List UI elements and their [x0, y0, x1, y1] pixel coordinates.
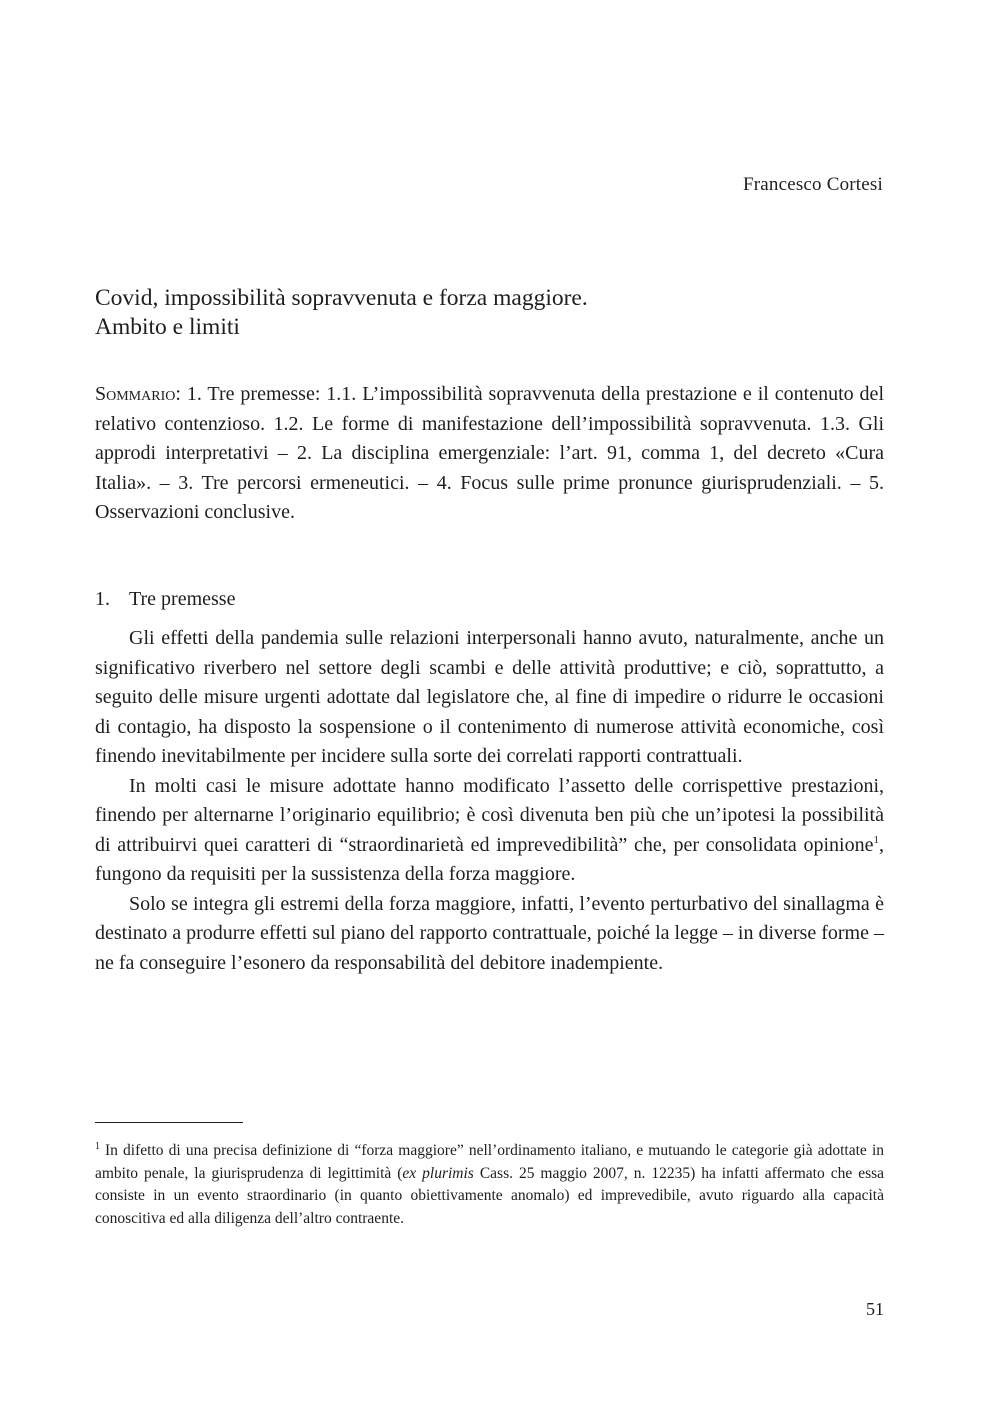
paragraph-1: Gli effetti della pandemia sulle relazioni interpersonali hanno avuto, naturalmente, anche un significativo riverbero nel settore degli scambi e delle attività produttive; e ciò, soprattutto, a seguito delle misure urgenti adottate dal legislatore che, al fine di impedire o ridurre le occasioni di contagio, ha disposto la sospensione o il contenimento di numerose attività economiche, così finendo inevitabilmente per incidere sulla sorte dei correlati rapporti contrattuali.: [95, 627, 884, 767]
summary-label: Sommario: [95, 383, 176, 405]
footnote-italic: ex plurimis: [402, 1164, 474, 1182]
footnote-text-part-2: Cass. 25 maggio 2007, n. 12235) ha infatti affermato che essa consiste in un evento straordinario (in quanto obiettivamente anomalo) ed imprevedibile, avuto riguardo alla capacità conoscitiva ed alla diligenza dell’altro contraente.: [95, 1164, 885, 1227]
body-text: [95, 624, 884, 978]
paragraph-2-part-1: In molti casi le misure adottate hanno modificato l’assetto delle corrispettive prestazioni, finendo per alternarne l’originario equilibrio; è così divenuta ben più che un’ipotesi la possibilità di attribuirvi quei caratteri di “straordinarietà ed imprevedibilità” che, per consolidata opinione: [95, 774, 884, 856]
section-number: 1.: [95, 588, 110, 610]
section-title: Tre premesse: [129, 588, 236, 610]
footnote: [95, 1140, 884, 1230]
paragraph-2-part-2: , fungono da requisiti per la sussistenza della forza maggiore.: [95, 833, 884, 885]
title-line-2: Ambito e limiti: [95, 314, 240, 340]
summary-text: 1. Tre premesse: 1.1. L’impossibilità sopravvenuta della prestazione e il contenuto del relativo contenzioso. 1.2. Le forme di manifestazione dell’impossibilità sopravvenuta. 1.3. Gli approdi interpretativi – 2. La disciplina emergenziale: l’art. 91, comma 1, del decreto «Cura Italia». – 3. Tre percorsi ermeneutici. – 4. Focus sulle prime pronunce giurisprudenziali. – 5. Osservazioni conclusive.: [95, 383, 884, 523]
footnote-divider: [95, 1122, 243, 1123]
title-line-1: Covid, impossibilità sopravvenuta e forza maggiore.: [95, 285, 588, 311]
article-title: [95, 284, 895, 342]
author-name: Francesco Cortesi: [742, 174, 883, 195]
footnote-reference[interactable]: 1: [873, 833, 879, 846]
footnote-number: 1: [95, 1141, 100, 1152]
paragraph-2: [95, 772, 884, 890]
paragraph-3: Solo se integra gli estremi della forza maggiore, infatti, l’evento perturbativo del sinallagma è destinato a produrre effetti sul piano del rapporto contrattuale, poiché la legge – in diverse forme – ne fa conseguire l’esonero da responsabilità del debitore inadempiente.: [95, 892, 884, 974]
section-heading: [95, 588, 235, 611]
page-number: 51: [866, 1299, 884, 1319]
summary: Sommario: 1. Tre premesse: 1.1. L’impossibilità sopravvenuta della prestazione e il contenuto del relativo contenzioso. 1.2. Le forme di manifestazione dell’impossibilità sopravvenuta. 1.3. Gli approdi interpretativi – 2. La disciplina emergenziale: l’art. 91, comma 1, del decreto «Cura Italia». – 3. Tre percorsi ermeneutici. – 4. Focus sulle prime pronunce giurisprudenziali. – 5. Osservazioni conclusive.: [95, 383, 884, 523]
footnote-text-part-1: In difetto di una precisa definizione di “forza maggiore” nell’ordinamento italiano, e mutuando le categorie già adottate in ambito penale, la giurisprudenza di legittimità (: [95, 1142, 884, 1182]
